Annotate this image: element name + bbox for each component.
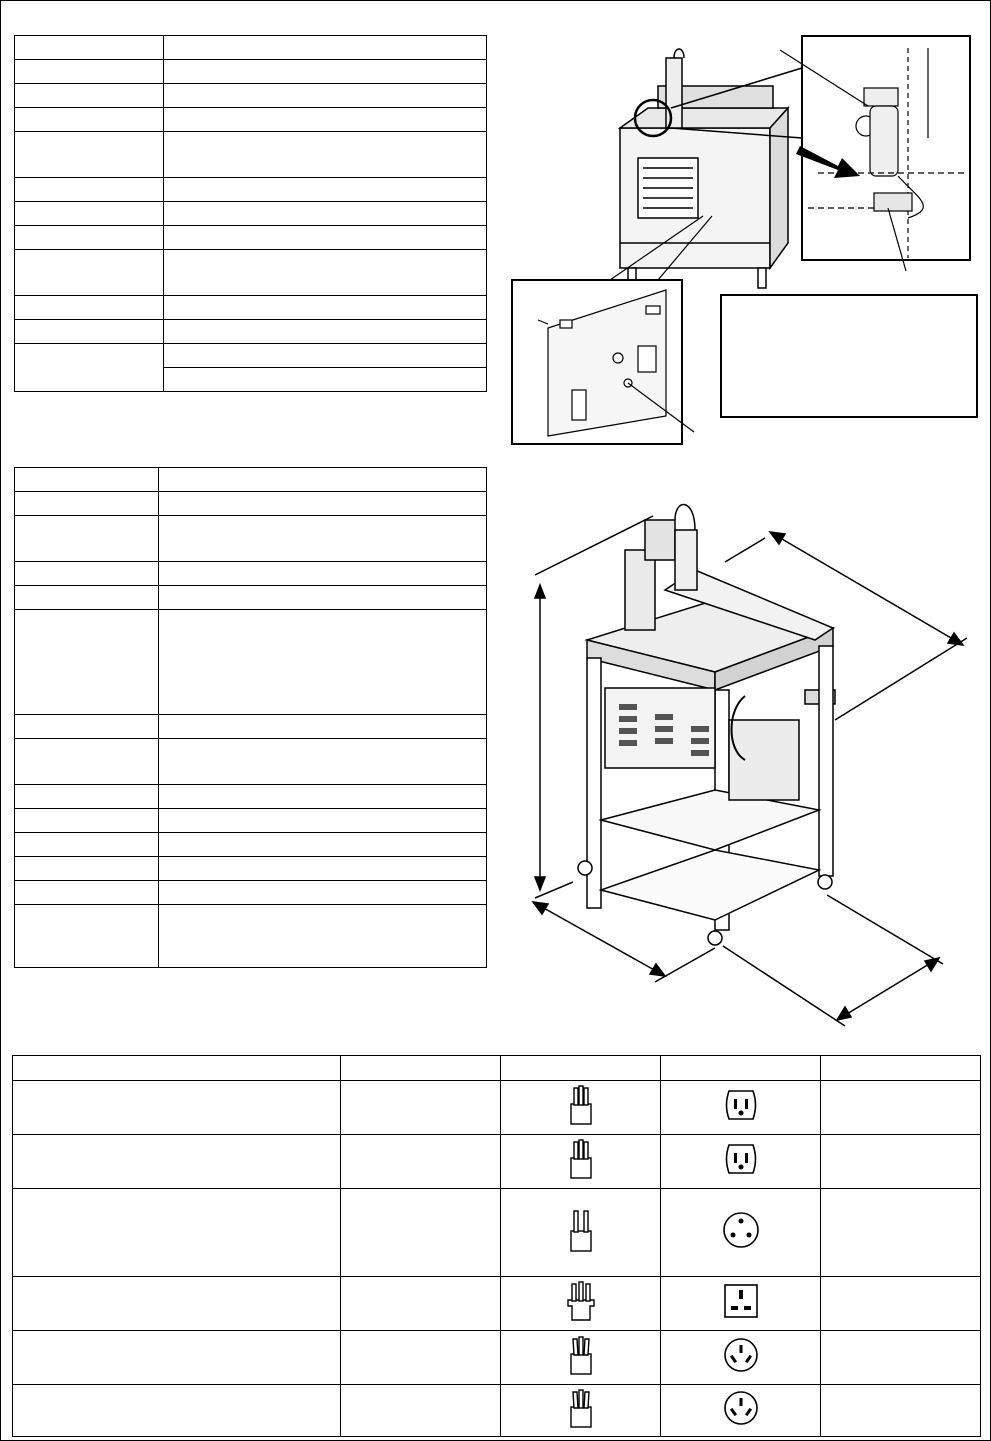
table-row <box>15 739 487 785</box>
table-row <box>13 1081 981 1135</box>
round-three-hole-outlet-icon <box>661 1189 821 1277</box>
table-row <box>15 586 487 610</box>
table-row <box>15 715 487 739</box>
table-row <box>15 226 487 250</box>
table-row <box>15 468 487 492</box>
table-header-row <box>13 1056 981 1081</box>
machine-dimensions-figure <box>515 490 975 1040</box>
table-row <box>15 250 487 296</box>
uk-plug-icon <box>501 1277 661 1331</box>
table-row <box>15 610 487 715</box>
table-row <box>15 296 487 320</box>
note-box <box>720 294 978 418</box>
angled-outlet-icon <box>661 1331 821 1385</box>
table-row <box>15 881 487 905</box>
table-row <box>15 809 487 833</box>
two-pin-plug-icon <box>501 1189 661 1277</box>
table-row <box>15 492 487 516</box>
table-row <box>15 344 487 368</box>
table-row <box>15 857 487 881</box>
three-pin-plug-icon <box>501 1081 661 1135</box>
table-row <box>13 1331 981 1385</box>
table-row <box>15 320 487 344</box>
table-row <box>15 84 487 108</box>
table-row <box>15 108 487 132</box>
table-row <box>15 516 487 562</box>
angled-pin-plug-icon <box>501 1331 661 1385</box>
table-row <box>15 833 487 857</box>
table-row <box>13 1277 981 1331</box>
table-row <box>15 132 487 178</box>
spec-table-1 <box>14 35 487 392</box>
table-row <box>13 1189 981 1277</box>
three-pin-plug-icon <box>501 1135 661 1189</box>
angled-outlet-icon <box>661 1385 821 1437</box>
table-row <box>15 202 487 226</box>
plug-type-table <box>12 1055 981 1437</box>
table-row <box>13 1385 981 1437</box>
table-row <box>15 905 487 968</box>
angled-pin-plug-icon <box>501 1385 661 1437</box>
table-row <box>15 60 487 84</box>
table-row <box>15 562 487 586</box>
table-row <box>15 36 487 60</box>
table-row <box>15 785 487 809</box>
uk-socket-icon <box>661 1277 821 1331</box>
three-hole-outlet-icon <box>661 1081 821 1135</box>
three-hole-outlet-icon <box>661 1135 821 1189</box>
table-row <box>13 1135 981 1189</box>
spec-table-2 <box>14 467 487 968</box>
table-row <box>15 178 487 202</box>
